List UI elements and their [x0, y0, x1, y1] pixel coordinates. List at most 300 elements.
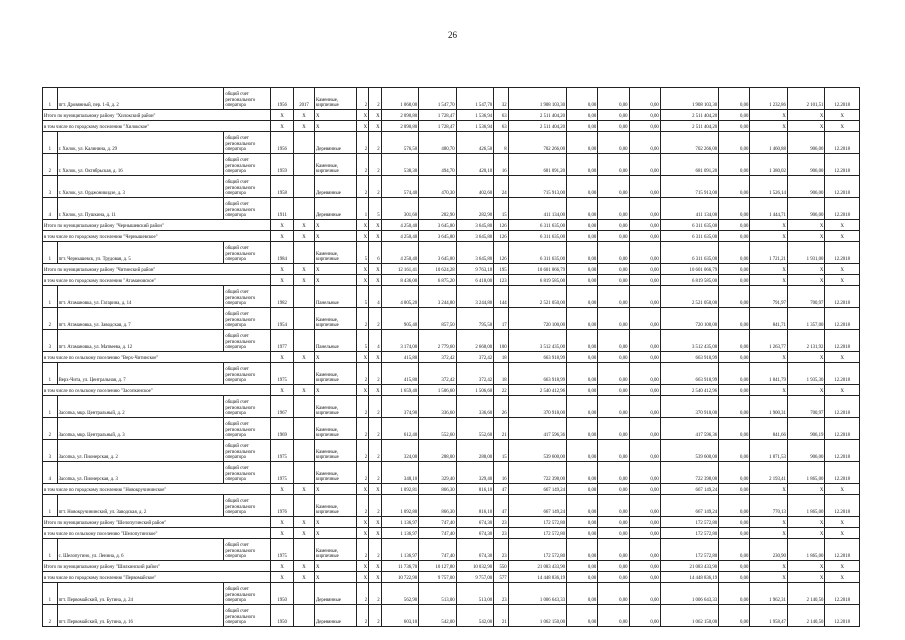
- table-cell: X: [369, 110, 382, 121]
- table-cell: 0,00: [719, 572, 750, 583]
- table-cell: 12.2018: [825, 363, 860, 385]
- table-cell: Деревянные: [314, 198, 356, 220]
- table-cell: 2 540 412,96: [508, 385, 566, 396]
- table-cell: 417 596,36: [508, 418, 566, 440]
- table-cell: Деревянные: [314, 605, 356, 627]
- table-cell: 1950: [271, 583, 294, 605]
- table-cell: 4 005,20: [381, 286, 419, 308]
- table-cell: 12.2018: [825, 605, 860, 627]
- table-cell: 2 140,50: [787, 605, 825, 627]
- table-cell: пгт. Атамановка, ул. Заводская, д. 7: [57, 308, 224, 330]
- table-cell: 2 540 412,96: [660, 385, 718, 396]
- table-row: [43, 264, 860, 275]
- table-cell: 0,00: [598, 352, 629, 363]
- table-cell: X: [356, 275, 369, 286]
- table-cell: 0,00: [567, 462, 598, 484]
- table-cell: 906,00: [787, 176, 825, 198]
- table-cell: 22: [494, 385, 509, 396]
- table-cell: 2: [369, 88, 382, 110]
- table-cell: 1956: [271, 88, 294, 110]
- table-cell: [294, 330, 315, 352]
- table-cell: [294, 539, 315, 561]
- table-cell: 1 728,47: [419, 121, 457, 132]
- table-cell: общий счет регионального оператора: [224, 176, 271, 198]
- table-row: [43, 583, 860, 605]
- table-cell: 10 601 066,79: [508, 264, 566, 275]
- table-cell: X: [825, 484, 860, 495]
- table-cell: 18: [494, 363, 509, 385]
- table-cell: 0,00: [719, 220, 750, 231]
- table-cell: 0,00: [629, 176, 660, 198]
- table-cell: 2: [369, 462, 382, 484]
- table-cell: 21: [494, 418, 509, 440]
- table-cell: 123: [494, 275, 509, 286]
- table-cell: общий счет регионального оператора: [224, 242, 271, 264]
- table-cell: 1 865,00: [787, 539, 825, 561]
- table-cell: X: [314, 275, 356, 286]
- table-cell: 1: [43, 539, 58, 561]
- table-cell: 0,00: [598, 121, 629, 132]
- table-cell: 0,00: [629, 462, 660, 484]
- table-cell: 905,40: [381, 308, 419, 330]
- table-cell: X: [294, 561, 315, 572]
- table-cell: 12.2018: [825, 330, 860, 352]
- table-cell: 906,00: [787, 132, 825, 154]
- table-cell: Панельные: [314, 330, 356, 352]
- table-cell: 0,00: [719, 154, 750, 176]
- table-cell: X: [271, 528, 294, 539]
- table-cell: 0,00: [598, 517, 629, 528]
- table-cell: 2: [369, 583, 382, 605]
- table-cell: 12.2018: [825, 462, 860, 484]
- table-row: [43, 220, 860, 231]
- table-cell: 574,40: [381, 176, 419, 198]
- table-cell: 0,00: [567, 264, 598, 275]
- table-cell: 2: [356, 132, 369, 154]
- table-cell: общий счет регионального оператора: [224, 308, 271, 330]
- table-cell: 480,70: [419, 132, 457, 154]
- table-cell: 1956: [271, 132, 294, 154]
- table-cell: X: [787, 231, 825, 242]
- table-cell: 747,40: [419, 517, 457, 528]
- table-cell: 700,97: [787, 286, 825, 308]
- table-cell: 1 460,88: [750, 132, 788, 154]
- table-cell: X: [356, 352, 369, 363]
- table-cell: 6 311 635,00: [508, 242, 566, 264]
- table-cell: 0,00: [719, 363, 750, 385]
- table-cell: X: [825, 517, 860, 528]
- table-cell: 715 913,00: [508, 176, 566, 198]
- table-cell: 336,60: [456, 396, 494, 418]
- table-cell: 542,00: [419, 605, 457, 627]
- table-cell: X: [750, 220, 788, 231]
- table-cell: 2017: [294, 88, 315, 110]
- table-cell: 6 311 635,00: [508, 231, 566, 242]
- table-cell: 513,00: [456, 583, 494, 605]
- table-cell: 715 913,00: [660, 176, 718, 198]
- table-cell: 0,00: [719, 110, 750, 121]
- table-cell: 0,00: [598, 462, 629, 484]
- table-cell: Засопка, мкр. Центральный, д. 3: [57, 418, 224, 440]
- table-cell: 1 962,31: [750, 583, 788, 605]
- table-cell: 3 244,80: [456, 286, 494, 308]
- table-cell: 577: [494, 572, 509, 583]
- table-cell: Каменные, кирпичные: [314, 418, 356, 440]
- table-cell: общий счет регионального оператора: [224, 396, 271, 418]
- table-cell: X: [787, 385, 825, 396]
- table-cell: 144: [494, 286, 509, 308]
- table-cell: 0,00: [598, 396, 629, 418]
- table-cell: 2: [369, 495, 382, 517]
- table-cell: 841,71: [750, 308, 788, 330]
- table-cell: 0,00: [629, 517, 660, 528]
- table-cell: 0,00: [719, 440, 750, 462]
- table-cell: 2 131,92: [787, 330, 825, 352]
- table-cell: [294, 198, 315, 220]
- table-cell: 420,10: [456, 154, 494, 176]
- table-cell: г. Хилок, ул. Калинина, д. 29: [57, 132, 224, 154]
- table-cell: 0,00: [567, 484, 598, 495]
- table-row: [43, 528, 860, 539]
- table-row: [43, 275, 860, 286]
- table-cell: X: [314, 220, 356, 231]
- table-cell: 0,00: [719, 583, 750, 605]
- table-cell: 0,00: [629, 286, 660, 308]
- table-cell: X: [294, 110, 315, 121]
- table-cell: 288,00: [456, 440, 494, 462]
- table-cell: 866,30: [419, 484, 457, 495]
- table-cell: 0,00: [719, 352, 750, 363]
- table-cell: 1 526,14: [750, 176, 788, 198]
- table-cell: X: [294, 264, 315, 275]
- table-cell: 12.2018: [825, 539, 860, 561]
- table-cell: X: [271, 572, 294, 583]
- table-cell: 550: [494, 561, 509, 572]
- table-cell: 417 596,36: [660, 418, 718, 440]
- table-cell: X: [314, 110, 356, 121]
- table-cell: 2: [43, 605, 58, 627]
- table-cell: 195: [494, 264, 509, 275]
- table-cell: 1 900,31: [750, 396, 788, 418]
- table-cell: 12.2018: [825, 88, 860, 110]
- table-cell: 0,00: [567, 154, 598, 176]
- table-cell: 0,00: [598, 583, 629, 605]
- table-cell: 1 908 103,30: [508, 88, 566, 110]
- table-cell: X: [825, 220, 860, 231]
- table-cell: 0,00: [719, 264, 750, 275]
- table-cell: 0,00: [598, 132, 629, 154]
- table-cell: 1 380,02: [750, 154, 788, 176]
- table-cell: X: [294, 352, 315, 363]
- table-cell: 372,42: [456, 363, 494, 385]
- table-cell: 1 444,71: [750, 198, 788, 220]
- table-cell: 470,30: [419, 176, 457, 198]
- table-cell: X: [271, 220, 294, 231]
- table-cell: 1: [43, 88, 58, 110]
- table-cell: 513,00: [419, 583, 457, 605]
- table-cell: 10 127,80: [419, 561, 457, 572]
- table-cell: X: [369, 528, 382, 539]
- table-cell: 0,00: [598, 110, 629, 121]
- table-cell: X: [314, 528, 356, 539]
- table-cell: 0,00: [598, 561, 629, 572]
- table-cell: 2: [356, 363, 369, 385]
- table-cell: X: [356, 121, 369, 132]
- table-cell: 0,00: [629, 484, 660, 495]
- table-row: [43, 539, 860, 561]
- table-cell: X: [750, 385, 788, 396]
- table-cell: 0,00: [598, 275, 629, 286]
- table-cell: X: [369, 352, 382, 363]
- table-cell: 0,00: [598, 539, 629, 561]
- table-cell: общий счет регионального оператора: [224, 132, 271, 154]
- table-cell: 3 645,80: [419, 220, 457, 231]
- table-cell: общий счет регионального оператора: [224, 286, 271, 308]
- table-cell: X: [314, 264, 356, 275]
- table-cell: X: [356, 385, 369, 396]
- table-cell: X: [294, 121, 315, 132]
- table-cell: г. Хилок, ул. Орджоникидзе, д. 3: [57, 176, 224, 198]
- table-cell: 2: [369, 176, 382, 198]
- table-cell: 2: [356, 396, 369, 418]
- table-cell: общий счет регионального оператора: [224, 363, 271, 385]
- table-cell: 1969: [271, 418, 294, 440]
- table-cell: 12.2018: [825, 308, 860, 330]
- table-cell: X: [369, 517, 382, 528]
- table-cell: 0,00: [598, 264, 629, 275]
- table-cell: Итого по муниципальному району "Шилкинский район": [43, 561, 271, 572]
- table-cell: 12.2018: [825, 132, 860, 154]
- table-cell: Каменные, кирпичные: [314, 440, 356, 462]
- table-cell: 9 757,00: [419, 572, 457, 583]
- table-cell: 172 572,80: [660, 539, 718, 561]
- table-cell: 747,40: [419, 528, 457, 539]
- table-cell: X: [750, 484, 788, 495]
- table-cell: 2: [356, 583, 369, 605]
- table-cell: 4 250,40: [381, 242, 419, 264]
- table-cell: 0,00: [598, 495, 629, 517]
- table-cell: 0,00: [567, 220, 598, 231]
- table-cell: 1911: [271, 198, 294, 220]
- table-cell: 12.2018: [825, 495, 860, 517]
- table-cell: общий счет регионального оператора: [224, 154, 271, 176]
- table-cell: 23: [494, 517, 509, 528]
- table-row: [43, 363, 860, 385]
- table-cell: 2: [369, 132, 382, 154]
- table-cell: 0,00: [629, 121, 660, 132]
- table-cell: X: [369, 572, 382, 583]
- table-cell: X: [369, 231, 382, 242]
- table-cell: 841,66: [750, 418, 788, 440]
- table-cell: X: [271, 484, 294, 495]
- table-cell: 663 918,99: [508, 363, 566, 385]
- table-cell: 0,00: [719, 176, 750, 198]
- table-cell: 12.2018: [825, 176, 860, 198]
- table-cell: 415,80: [381, 352, 419, 363]
- table-cell: 674,30: [456, 539, 494, 561]
- table-cell: 1976: [271, 495, 294, 517]
- table-cell: 12.2018: [825, 198, 860, 220]
- table-cell: X: [787, 572, 825, 583]
- table-cell: 0,00: [629, 154, 660, 176]
- table-cell: 0,00: [719, 275, 750, 286]
- table-cell: 172 572,80: [660, 517, 718, 528]
- table-cell: 0,00: [719, 132, 750, 154]
- table-cell: 24: [494, 176, 509, 198]
- table-cell: с. Шелопугино, ул. Ленина, д. 6: [57, 539, 224, 561]
- table-cell: 12.2018: [825, 396, 860, 418]
- table-cell: 0,00: [598, 484, 629, 495]
- table-cell: 0,00: [719, 495, 750, 517]
- table-cell: 0,00: [719, 121, 750, 132]
- table-cell: 329,40: [419, 462, 457, 484]
- table-cell: X: [787, 121, 825, 132]
- table-cell: пгт. Атамановка, ул. Матвеева, д. 12: [57, 330, 224, 352]
- table-cell: в том числе по городскому поселению "Чернышевское": [43, 231, 271, 242]
- table-cell: 0,00: [629, 440, 660, 462]
- table-cell: [294, 154, 315, 176]
- table-cell: 0,00: [629, 363, 660, 385]
- table-cell: 0,00: [629, 418, 660, 440]
- table-cell: 329,40: [456, 462, 494, 484]
- table-row: [43, 132, 860, 154]
- table-cell: X: [314, 352, 356, 363]
- table-cell: 230,90: [750, 539, 788, 561]
- table-cell: 9 757,00: [456, 572, 494, 583]
- table-cell: 2 521 050,00: [508, 286, 566, 308]
- table-row: [43, 330, 860, 352]
- table-cell: X: [369, 385, 382, 396]
- table-row: [43, 561, 860, 572]
- table-cell: 539 600,00: [660, 440, 718, 462]
- table-cell: X: [750, 572, 788, 583]
- table-cell: X: [825, 528, 860, 539]
- table-cell: 2: [43, 154, 58, 176]
- table-cell: X: [787, 528, 825, 539]
- table-row: [43, 484, 860, 495]
- table-row: [43, 495, 860, 517]
- table-cell: 681 091,20: [508, 154, 566, 176]
- table-cell: 6 311 635,00: [660, 220, 718, 231]
- table-cell: X: [825, 121, 860, 132]
- table-cell: 612,40: [381, 418, 419, 440]
- table-cell: 0,00: [567, 88, 598, 110]
- table-cell: 542,00: [456, 605, 494, 627]
- table-cell: 0,00: [598, 330, 629, 352]
- table-cell: 2 140,50: [787, 583, 825, 605]
- table-cell: 12.2018: [825, 583, 860, 605]
- table-cell: 2 511 404,20: [660, 121, 718, 132]
- table-row: [43, 308, 860, 330]
- table-row: [43, 462, 860, 484]
- table-cell: общий счет регионального оператора: [224, 539, 271, 561]
- table-cell: 23: [494, 539, 509, 561]
- table-cell: X: [356, 220, 369, 231]
- table-cell: 3 244,80: [419, 286, 457, 308]
- table-cell: 1982: [271, 286, 294, 308]
- housing-repair-table: [42, 87, 860, 627]
- table-cell: X: [314, 517, 356, 528]
- table-cell: 126: [494, 231, 509, 242]
- table-cell: 6 819 585,00: [508, 275, 566, 286]
- table-cell: 3 645,80: [456, 231, 494, 242]
- table-cell: 23: [494, 528, 509, 539]
- table-cell: X: [825, 561, 860, 572]
- table-cell: 816,10: [456, 484, 494, 495]
- table-cell: 4: [369, 286, 382, 308]
- table-cell: в том числе по сельскому поселению "Засопкинское": [43, 385, 271, 396]
- table-cell: X: [314, 121, 356, 132]
- table-cell: 1 659,40: [381, 385, 419, 396]
- table-cell: X: [356, 264, 369, 275]
- table-cell: 3: [43, 440, 58, 462]
- table-cell: X: [787, 561, 825, 572]
- table-cell: 552,60: [419, 418, 457, 440]
- table-cell: X: [294, 385, 315, 396]
- table-row: [43, 286, 860, 308]
- table-cell: 3: [43, 330, 58, 352]
- table-cell: г. Хилок, ул. Октябрьская, д. 16: [57, 154, 224, 176]
- table-cell: 0,00: [567, 440, 598, 462]
- table-cell: X: [294, 220, 315, 231]
- table-cell: [294, 396, 315, 418]
- table-cell: 2: [369, 308, 382, 330]
- table-cell: 1: [43, 242, 58, 264]
- table-cell: 0,00: [598, 286, 629, 308]
- table-cell: 1 136,97: [381, 539, 419, 561]
- table-cell: Каменные, кирпичные: [314, 154, 356, 176]
- table-cell: 2: [356, 154, 369, 176]
- table-cell: 0,00: [567, 242, 598, 264]
- table-cell: 0,00: [629, 308, 660, 330]
- table-cell: общий счет регионального оператора: [224, 495, 271, 517]
- table-cell: 3 645,80: [456, 242, 494, 264]
- table-cell: 1 136,97: [381, 517, 419, 528]
- table-cell: 3 645,80: [419, 231, 457, 242]
- table-cell: 14 448 836,19: [508, 572, 566, 583]
- table-cell: 0,00: [629, 88, 660, 110]
- table-cell: 2 779,60: [419, 330, 457, 352]
- table-cell: X: [787, 275, 825, 286]
- table-cell: 667 149,24: [508, 495, 566, 517]
- table-cell: [294, 363, 315, 385]
- table-cell: 1967: [271, 396, 294, 418]
- table-cell: X: [271, 561, 294, 572]
- table-cell: X: [369, 220, 382, 231]
- table-cell: 2 090,80: [381, 121, 419, 132]
- table-cell: 0,00: [567, 231, 598, 242]
- table-cell: 372,42: [419, 352, 457, 363]
- table-cell: 0,00: [598, 220, 629, 231]
- table-cell: X: [271, 264, 294, 275]
- table-cell: Деревянные: [314, 176, 356, 198]
- table-cell: X: [750, 231, 788, 242]
- table-cell: 21 083 433,90: [660, 561, 718, 572]
- table-cell: Панельные: [314, 286, 356, 308]
- table-cell: в том числе по сельскому поселению "Шелопугинское": [43, 528, 271, 539]
- table-cell: 791,97: [750, 286, 788, 308]
- table-cell: 0,00: [719, 517, 750, 528]
- table-cell: 3: [43, 176, 58, 198]
- table-cell: 12 161,41: [381, 264, 419, 275]
- table-cell: 1 958,47: [750, 605, 788, 627]
- table-cell: X: [314, 385, 356, 396]
- table-cell: 1954: [271, 308, 294, 330]
- table-cell: 0,00: [629, 242, 660, 264]
- table-cell: 0,00: [567, 275, 598, 286]
- table-cell: X: [787, 220, 825, 231]
- table-cell: X: [294, 484, 315, 495]
